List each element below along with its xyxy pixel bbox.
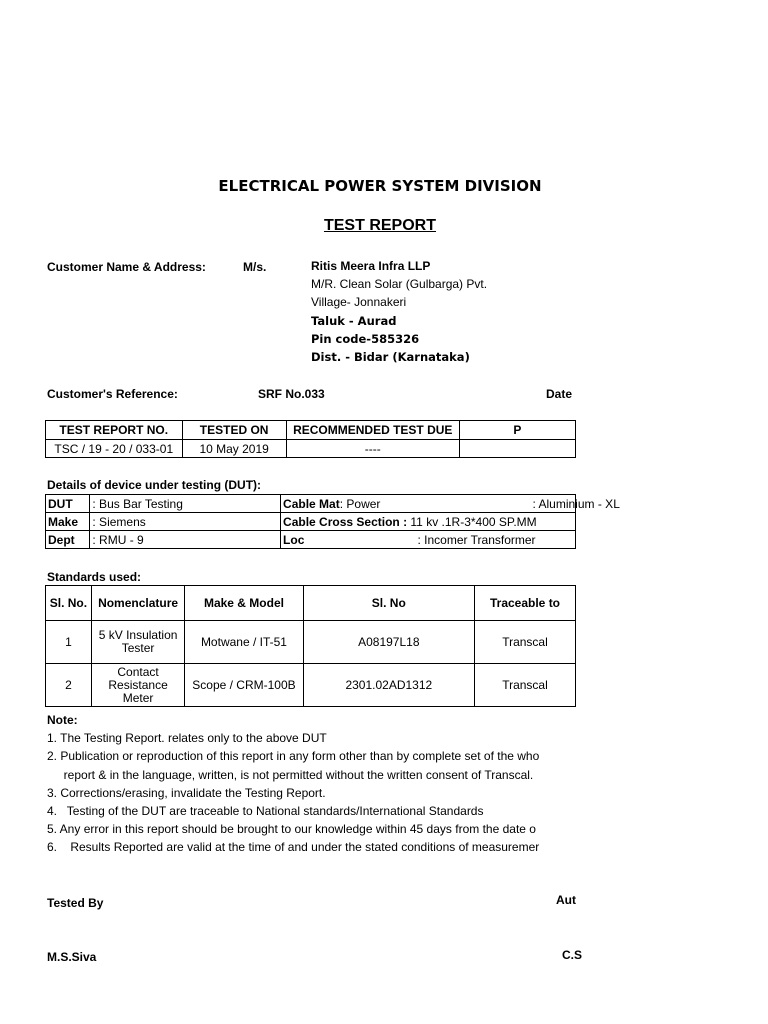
tested-by-label: Tested By [47, 896, 104, 910]
table-header-row [46, 421, 576, 440]
note-line: 3. Corrections/erasing, invalidate the Testing Report. [47, 786, 326, 800]
table-header-row [46, 586, 576, 621]
division-title: ELECTRICAL POWER SYSTEM DIVISION [218, 177, 542, 195]
table-row [46, 440, 576, 458]
customer-address-line: M/R. Clean Solar (Gulbarga) Pvt. [311, 277, 488, 291]
column-header: RECOMMENDED TEST DUE [286, 421, 459, 440]
table-cell: Transcal [475, 664, 576, 707]
table-cell: A08197L18 [303, 621, 474, 664]
make-label: Make [46, 513, 90, 531]
cable-material-extra: : Aluminium - XL [532, 496, 620, 511]
cable-material-value: : Power [339, 496, 381, 511]
dut-right-cell [281, 495, 620, 513]
cable-material-label: Cable Mat [283, 496, 340, 511]
dut-table [45, 494, 620, 549]
tested-on-cell: 10 May 2019 [182, 440, 286, 458]
dut-heading: Details of device under testing (DUT): [47, 478, 262, 492]
note-line: 4. Testing of the DUT are traceable to National standards/International Standards [47, 804, 484, 818]
dut-value: : Bus Bar Testing [90, 495, 281, 513]
column-header: Traceable to [475, 586, 576, 621]
customer-address-line: Pin code-585326 [311, 332, 420, 346]
test-due-cell: ---- [286, 440, 459, 458]
table-row [46, 621, 576, 664]
note-heading: Note: [47, 713, 78, 727]
note-line: 6. Results Reported are valid at the time of and under the stated conditions of measuremer [47, 840, 540, 854]
ms-label: M/s. [243, 260, 267, 274]
dut-row [46, 531, 576, 549]
standards-heading: Standards used: [47, 570, 142, 584]
cross-section-label: Cable Cross Section : [283, 514, 408, 529]
column-header: P [459, 421, 575, 440]
note-line: 1. The Testing Report. relates only to the above DUT [47, 731, 327, 745]
column-header: TEST REPORT NO. [46, 421, 183, 440]
report-table [45, 420, 576, 458]
customer-address-line: Village- Jonnakeri [311, 295, 407, 309]
make-value: : Siemens [90, 513, 281, 531]
column-header: Sl. No [303, 586, 474, 621]
table-cell: 5 kV Insulation Tester [91, 621, 184, 664]
column-header: TESTED ON [182, 421, 286, 440]
authorized-by-name: C.S [562, 948, 583, 962]
customer-label: Customer Name & Address: [47, 260, 206, 274]
customer-address-line: Dist. - Bidar (Karnataka) [311, 350, 470, 364]
customer-address-line: Taluk - Aurad [311, 314, 397, 328]
report-title: TEST REPORT [323, 217, 436, 234]
date-label: Date [546, 387, 573, 401]
table-cell: Motwane / IT-51 [185, 621, 303, 664]
srf-number: SRF No.033 [258, 387, 325, 401]
cross-section-value: 11 kv .1R-3*400 SP.MM [407, 514, 537, 529]
table-row [46, 664, 576, 707]
dut-row [46, 495, 576, 513]
dut-label: DUT [46, 495, 90, 513]
table-cell: Contact Resistance Meter [91, 664, 184, 707]
table-cell: 2301.02AD1312 [303, 664, 474, 707]
note-line: 2. Publication or reproduction of this report in any form other than by complete set of the who [47, 749, 540, 763]
authorized-by-label: Aut [556, 893, 576, 907]
standards-table [45, 585, 576, 707]
location-label: Loc [283, 532, 305, 547]
note-line: report & in the language, written, is not permitted without the written consent of Transcal. [47, 768, 534, 782]
table-cell [459, 440, 575, 458]
table-cell: Scope / CRM-100B [185, 664, 303, 707]
dut-right-cell [281, 513, 576, 531]
note-line: 5. Any error in this report should be brought to our knowledge within 45 days from the date o [47, 822, 536, 836]
column-header: Nomenclature [91, 586, 184, 621]
dept-label: Dept [46, 531, 90, 549]
tested-by-name: M.S.Siva [47, 950, 97, 964]
location-value: : Incomer Transformer [417, 532, 536, 547]
report-number-cell: TSC / 19 - 20 / 033-01 [46, 440, 183, 458]
dut-right-cell [281, 531, 576, 549]
dept-value: : RMU - 9 [90, 531, 281, 549]
column-header: Sl. No. [46, 586, 92, 621]
dut-row [46, 513, 576, 531]
table-cell: 2 [46, 664, 92, 707]
customer-reference-label: Customer's Reference: [47, 387, 178, 401]
table-cell: Transcal [475, 621, 576, 664]
table-cell: 1 [46, 621, 92, 664]
column-header: Make & Model [185, 586, 303, 621]
customer-name: Ritis Meera Infra LLP [311, 259, 431, 273]
